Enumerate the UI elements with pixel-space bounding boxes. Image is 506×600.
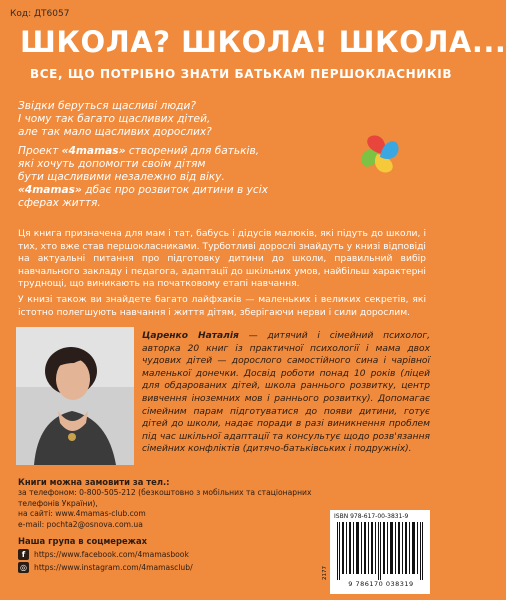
intro-q1: Звідки беруться щасливі люди? bbox=[18, 100, 197, 112]
intro-block bbox=[18, 100, 308, 216]
description-p1: Ця книга призначена для мам і тат, бабусь і дідусів малюків, які підуть до школи, і тих, хто вже став першокласниками. Турботливі дорослі знайдуть у книзі відповіді на актуальні питання про підготовку дитини до школи, правильний вибір навчального закладу і педагога, адаптації до шкільних умов, найбільш характерні труднощі, що виникають на початковому етапі навчання. bbox=[18, 228, 426, 290]
order-contacts bbox=[18, 477, 348, 531]
book-subtitle: ВСЕ, ЩО ПОТРІБНО ЗНАТИ БАТЬКАМ ПЕРШОКЛАСНИКІВ bbox=[30, 67, 453, 81]
instagram-url: https://www.instagram.com/4mamasclub/ bbox=[34, 563, 193, 572]
contacts-heading: Книги можна замовити за тел.: bbox=[18, 477, 170, 487]
barcode-number: 9 786170 038319 bbox=[348, 580, 414, 588]
facebook-url: https://www.facebook.com/4mamasbook bbox=[34, 550, 189, 559]
intro-p1-l3: бути щасливими незалежно від віку. bbox=[18, 171, 225, 183]
product-code: Код: ДТ6057 bbox=[10, 9, 70, 19]
intro-questions bbox=[18, 100, 308, 139]
intro-p1-rest: створений для батьків, bbox=[125, 145, 260, 157]
contacts-phone: за телефоном: 0-800-505-212 (безкоштовно з мобільних та стаціонарних телефонів України), bbox=[18, 487, 312, 508]
intro-p1-l2: які хочуть допомогти своїм дітям bbox=[18, 158, 206, 170]
book-description bbox=[18, 228, 426, 322]
facebook-row bbox=[18, 549, 348, 560]
barcode-bars bbox=[336, 522, 424, 580]
book-title: ШКОЛА? ШКОЛА! ШКОЛА... bbox=[20, 25, 506, 59]
instagram-icon: ◎ bbox=[18, 562, 29, 573]
intro-project bbox=[18, 145, 308, 210]
intro-q3: але так мало щасливих дорослих? bbox=[18, 126, 212, 138]
barcode bbox=[330, 510, 430, 594]
author-photo bbox=[16, 327, 134, 465]
intro-p2-rest: дбає про розвиток дитини в усіх сферах життя. bbox=[18, 184, 268, 209]
intro-p1-prefix: Проект bbox=[18, 145, 62, 157]
isbn-text: ISBN 978-617-00-3831-9 bbox=[334, 513, 409, 520]
intro-q2: І чому так багато щасливих дітей, bbox=[18, 113, 211, 125]
author-name: Царенко Наталія bbox=[142, 331, 239, 341]
instagram-row bbox=[18, 562, 348, 573]
facebook-icon: f bbox=[18, 549, 29, 560]
contacts-email: e-mail: pochta2@osnova.com.ua bbox=[18, 520, 143, 530]
description-p2: У книзі також ви знайдете багато лайфхаків — маленьких і великих секретів, які істотно полегшують навчання і життя дітям, зберігаючи нерви і сили дорослим. bbox=[18, 293, 426, 318]
author-bio bbox=[142, 330, 430, 456]
barcode-side-number: 2177 bbox=[322, 566, 328, 580]
social-heading: Наша група в соцмережах bbox=[18, 536, 148, 546]
social-links bbox=[18, 536, 348, 575]
brand-name: «4mamas» bbox=[61, 145, 126, 157]
author-bio-text: — дитячий і сімейний психолог, авторка 20 книг із практичної психології і мама двох чудових дітей — дорослого самостійного сина і чарівної маленької донечки. Досвід роботи понад 10 років (ліцей для обдарованих дітей, школа раннього розвитку, центр вивчення іноземних мов і раннього розвитку). Допомагає сімейним парам підготуватися до появи дитини, готує дітей до школи, надає поради в разі виникнення проблем під час шкільної адаптації та консультує щодо розв'язання сімейних конфліктів (дитячо-батьківських і подружніх). bbox=[142, 331, 431, 455]
contacts-site: на сайті: www.4mamas-club.com bbox=[18, 509, 146, 519]
brand-name-2: «4mamas» bbox=[18, 184, 82, 196]
four-hearts-logo bbox=[330, 112, 430, 192]
